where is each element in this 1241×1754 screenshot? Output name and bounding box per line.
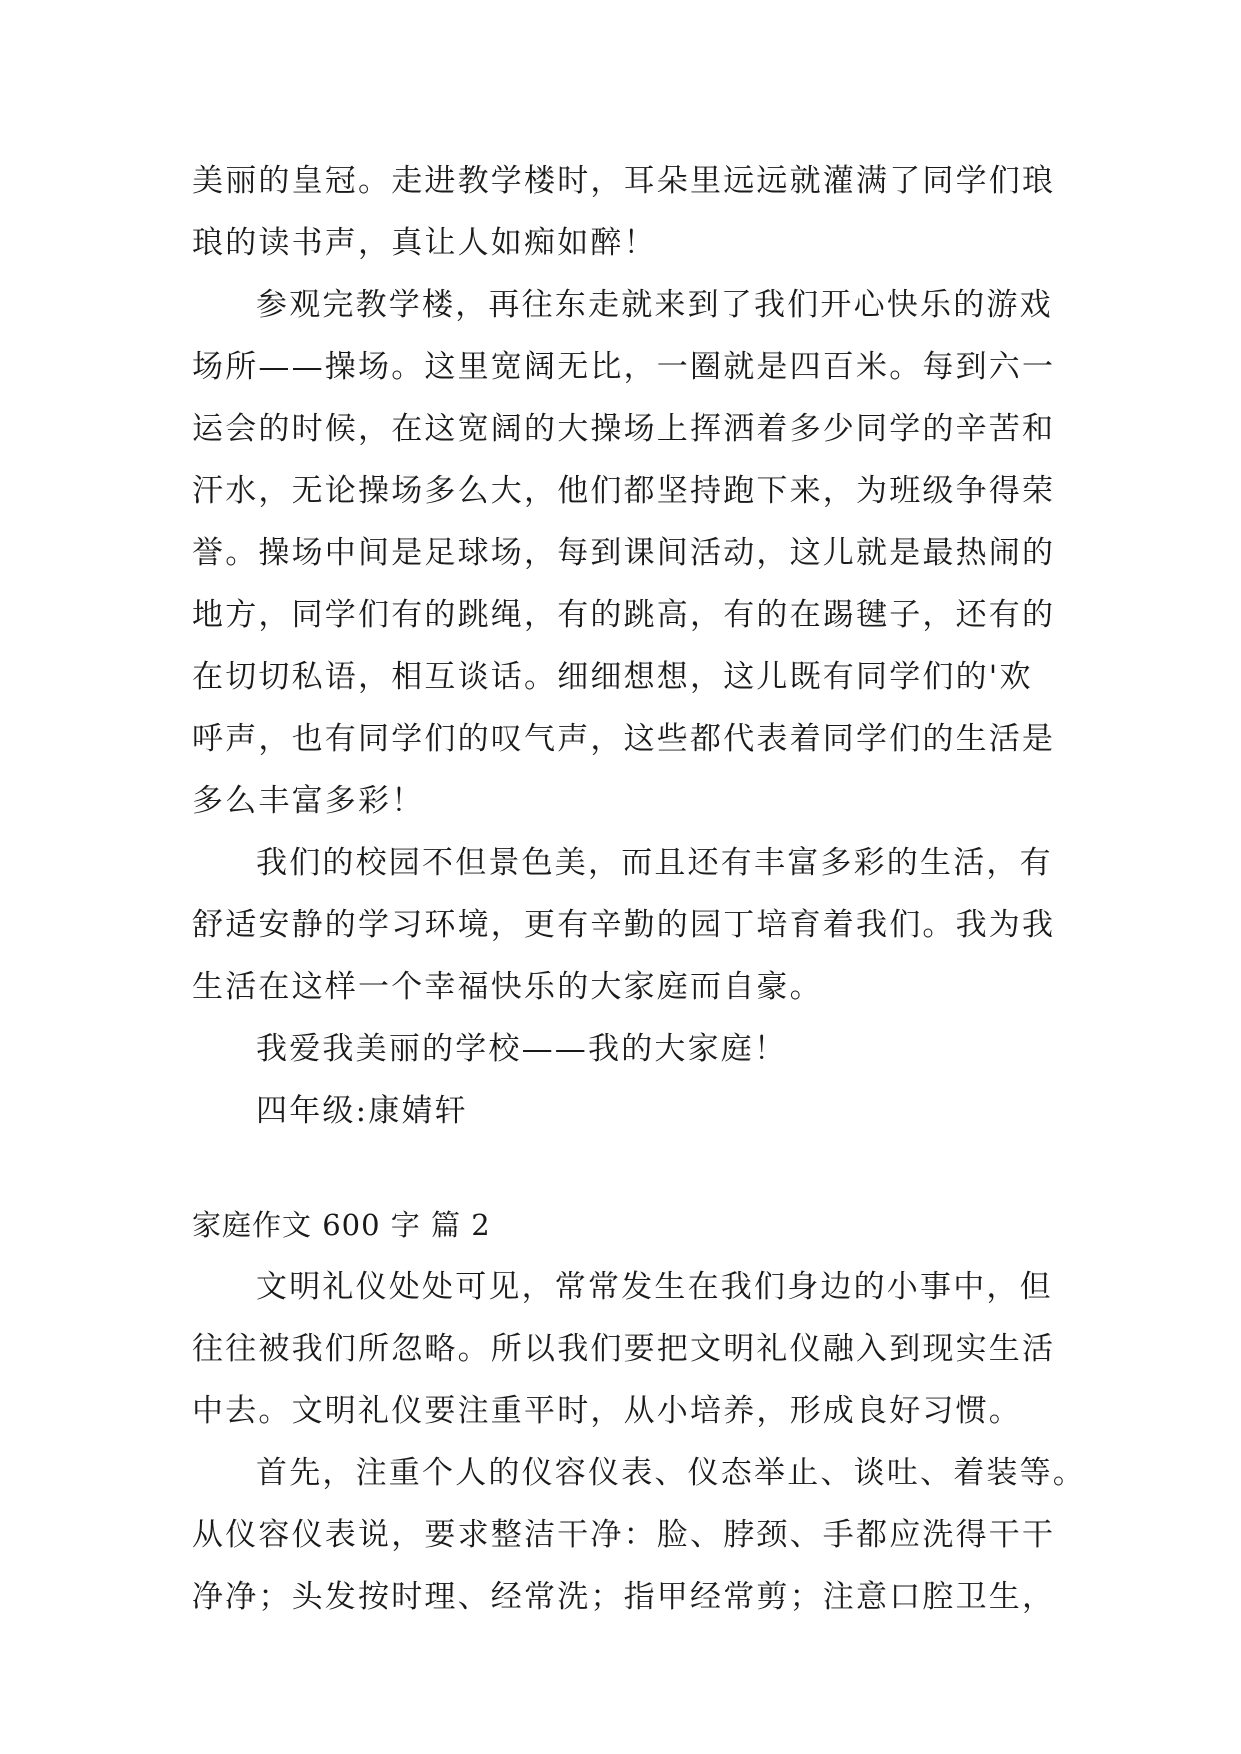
text-line: 我爱我美丽的学校——我的大家庭！ [256, 1031, 788, 1067]
text-line: 琅的读书声，真让人如痴如醉！ [192, 225, 657, 261]
text-line: 参观完教学楼，再往东走就来到了我们开心快乐的游戏 [256, 287, 1053, 323]
text-line: 从仪容仪表说，要求整洁干净：脸、脖颈、手都应洗得干干 [192, 1517, 1056, 1553]
text-line: 美丽的皇冠。走进教学楼时，耳朵里远远就灌满了同学们琅 [192, 163, 1056, 199]
text-line: 呼声，也有同学们的叹气声，这些都代表着同学们的生活是 [192, 721, 1056, 757]
text-line: 舒适安静的学习环境，更有辛勤的园丁培育着我们。我为我 [192, 907, 1056, 943]
paragraph-school-building-end [192, 150, 1062, 274]
text-line: 往往被我们所忽略。所以我们要把文明礼仪融入到现实生活 [192, 1331, 1056, 1367]
paragraph-appearance [192, 1442, 1086, 1628]
text-line: 中去。文明礼仪要注重平时，从小培养，形成良好习惯。 [192, 1393, 1022, 1429]
paragraph-campus-life [192, 832, 1062, 1018]
text-line: 誉。操场中间是足球场，每到课间活动，这儿就是最热闹的 [192, 535, 1056, 571]
document-page [192, 150, 1086, 1628]
text-line: 在切切私语，相互谈话。细细想想，这儿既有同学们的'欢 [192, 659, 1033, 695]
text-line: 地方，同学们有的跳绳，有的跳高，有的在踢毽子，还有的 [192, 597, 1056, 633]
text-line: 汗水，无论操场多么大，他们都坚持跑下来，为班级争得荣 [192, 473, 1056, 509]
paragraph-playground [192, 274, 1062, 832]
section-heading: 家庭作文 600 字 篇 2 [192, 1208, 491, 1242]
text-line: 运会的时候，在这宽阔的大操场上挥洒着多少同学的辛苦和 [192, 411, 1056, 447]
text-line: 多么丰富多彩！ [192, 783, 425, 819]
section-gap [192, 1142, 1062, 1194]
text-line: 净净；头发按时理、经常洗；指甲经常剪；注意口腔卫生， [192, 1579, 1056, 1615]
text-line: 文明礼仪处处可见，常常发生在我们身边的小事中，但 [256, 1269, 1053, 1305]
paragraph-closing [192, 1018, 1062, 1080]
text-line: 我们的校园不但景色美，而且还有丰富多彩的生活，有 [256, 845, 1053, 881]
paragraph-etiquette-intro [192, 1256, 1062, 1442]
text-line: 生活在这样一个幸福快乐的大家庭而自豪。 [192, 969, 823, 1005]
text-line: 场所——操场。这里宽阔无比，一圈就是四百米。每到六一 [192, 349, 1056, 385]
text-line: 首先，注重个人的仪容仪表、仪态举止、谈吐、着装等。 [256, 1455, 1086, 1491]
author-signature: 四年级:康婧轩 [256, 1093, 468, 1129]
